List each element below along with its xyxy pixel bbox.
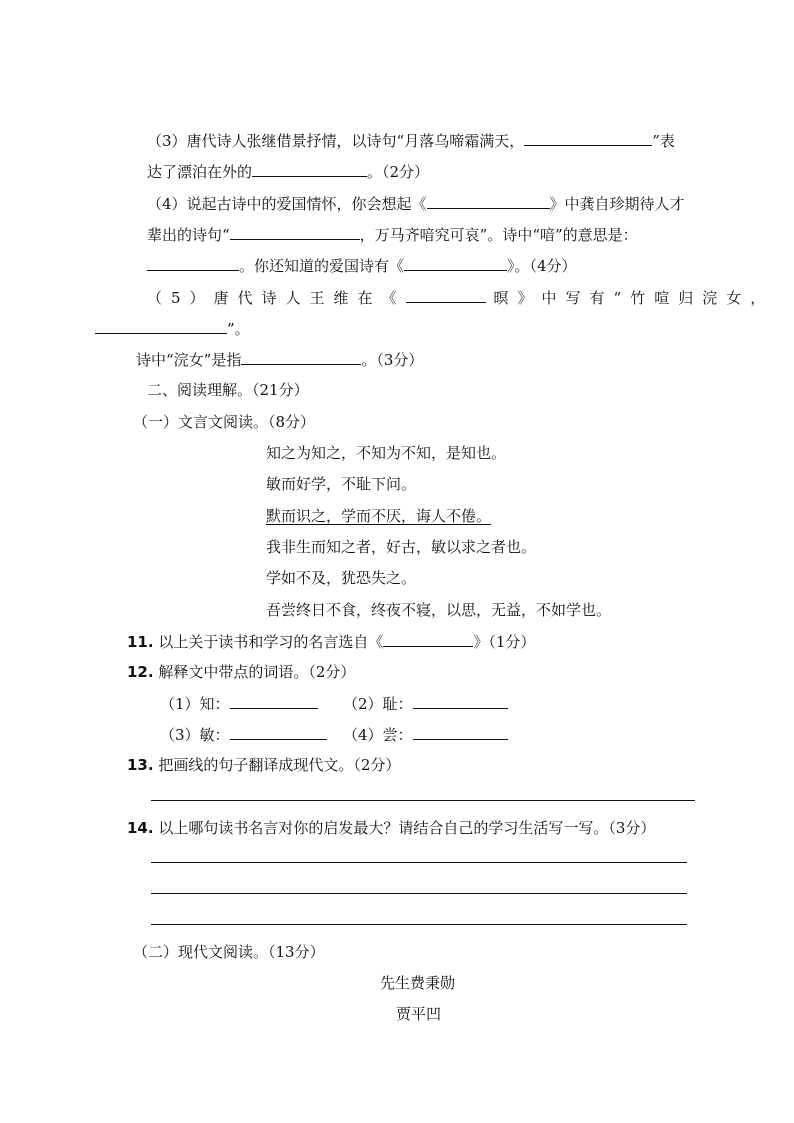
q12: 12. 解释文中带点的词语。（2分） <box>127 663 356 681</box>
q3-line2: 达了漂泊在外的 。（2分） <box>147 163 430 181</box>
q3-blank-2[interactable] <box>252 161 367 177</box>
q12-blank-4[interactable] <box>413 724 508 740</box>
quote-4: 我非生而知之者，好古，敏以求之者也。 <box>266 538 537 556</box>
q14-answer-line-2[interactable] <box>151 893 687 894</box>
q14: 14. 以上哪句读书名言对你的启发最大？请结合自己的学习生活写一写。（3分） <box>127 819 656 837</box>
quote-3-underlined: 默而识之，学而不厌，诲人不倦。 <box>266 507 492 525</box>
q4-blank-verse[interactable] <box>230 224 360 240</box>
q12-blank-1[interactable] <box>230 693 318 709</box>
q13-answer-line[interactable] <box>151 800 695 801</box>
q4-line2: 辈出的诗句“ ，万马齐喑究可哀”。诗中“喑”的意思是： <box>147 226 638 244</box>
q4-blank-other-poem[interactable] <box>404 255 507 271</box>
q5-blank-poem[interactable] <box>406 287 486 303</box>
q4-line3: 。你还知道的爱国诗有《 》。（4分） <box>147 255 577 276</box>
q12-item-3: （3）敏： <box>160 724 327 745</box>
part2-title: （二）现代文阅读。（13分） <box>133 943 325 961</box>
quote-2: 敏而好学，不耻下问。 <box>266 475 417 493</box>
part1-title: （一）文言文阅读。（8分） <box>133 413 316 431</box>
article-title: 先生费秉勋 <box>380 974 456 992</box>
q4-line1: （4）说起古诗中的爱国情怀，你会想起《 》中龚自珍期待人才 <box>147 195 685 213</box>
quote-1: 知之为知之，不知为不知，是知也。 <box>266 444 507 462</box>
q3-blank-1[interactable] <box>524 130 652 146</box>
q11: 11. 以上关于读书和学习的名言选自《 》（1分） <box>127 633 536 651</box>
article-author: 贾平凹 <box>396 1005 442 1023</box>
q13: 13. 把画线的句子翻译成现代文。（2分） <box>127 756 401 774</box>
q4-blank-poem[interactable] <box>427 193 550 209</box>
section2-title: 二、阅读理解。（21分） <box>147 381 309 399</box>
q12-blank-3[interactable] <box>230 724 327 740</box>
q5-line2: ”。 <box>95 318 250 339</box>
q5-blank-verse[interactable] <box>95 318 227 334</box>
q5-line1: （5）唐代诗人王维在《 暝》中写有“竹喧归浣女， <box>147 289 775 307</box>
q11-blank[interactable] <box>383 631 473 647</box>
q14-answer-line-3[interactable] <box>151 924 687 925</box>
q12-item-1: （1）知： <box>160 693 318 714</box>
q12-item-2: （2）耻： <box>343 693 508 714</box>
q12-blank-2[interactable] <box>413 693 508 709</box>
q5-blank-meaning[interactable] <box>241 349 361 365</box>
q3-line1: （3）唐代诗人张继借景抒情，以诗句“月落乌啼霜满天， ”表 <box>147 132 675 150</box>
q4-blank-meaning[interactable] <box>147 255 239 271</box>
q5-line3: 诗中“浣女”是指 。（3分） <box>136 351 424 369</box>
quote-5: 学如不及，犹恐失之。 <box>266 569 417 587</box>
q12-item-4: （4）尝： <box>343 724 508 745</box>
quote-6: 吾尝终日不食，终夜不寝，以思，无益，不如学也。 <box>266 601 612 619</box>
q14-answer-line-1[interactable] <box>151 862 687 863</box>
